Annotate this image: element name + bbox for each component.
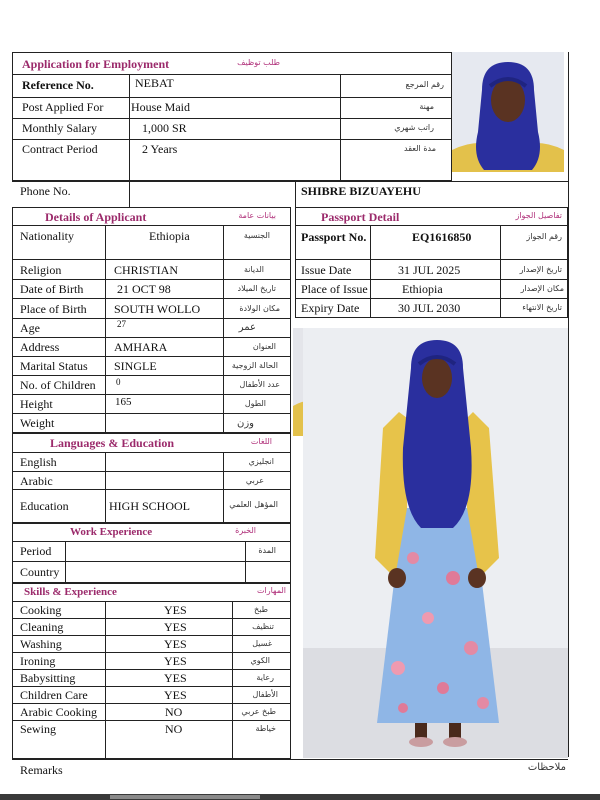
skill-childcare-label: Children Care [20, 688, 88, 702]
contract-value: 2 Years [142, 142, 178, 156]
expiry-date-label: Expiry Date [301, 301, 360, 315]
marital-ar: الحالة الزوجية [231, 361, 278, 370]
skill-arabic-cooking-value: NO [165, 705, 183, 719]
remarks-ar: ملاحظات [527, 762, 566, 773]
reference-ar: رقم المرجع [405, 80, 444, 89]
post-value: House Maid [131, 100, 190, 114]
skill-cleaning-value: YES [164, 620, 187, 634]
passport-no-label: Passport No. [301, 230, 367, 244]
skill-cooking-value: YES [164, 603, 187, 617]
weight-label: Weight [20, 416, 55, 430]
passport-title-ar: تفاصيل الجواز [515, 211, 562, 220]
expiry-date-ar: تاريخ الانتهاء [522, 303, 562, 312]
address-ar: العنوان [252, 342, 276, 351]
skill-sewing-value: NO [165, 722, 183, 736]
children-ar: عدد الأطفال [239, 380, 280, 389]
application-title: Application for Employment [22, 57, 170, 71]
education-label: Education [20, 499, 69, 513]
skill-ironing-label: Ironing [20, 654, 56, 668]
contract-ar: مدة العقد [404, 144, 436, 153]
age-value: 27 [117, 319, 126, 329]
place-issue-value: Ethiopia [402, 282, 443, 296]
issue-date-ar: تاريخ الإصدار [519, 265, 562, 274]
reference-value: NEBAT [135, 76, 174, 90]
education-ar: المؤهل العلمي [229, 500, 278, 509]
languages-title-ar: اللغات [250, 437, 272, 446]
skill-cleaning-ar: تنظيف [252, 622, 274, 631]
skill-washing-ar: غسيل [252, 639, 272, 648]
details-title: Details of Applicant [45, 210, 147, 224]
salary-label: Monthly Salary [22, 121, 97, 135]
salary-ar: راتب شهري [394, 123, 434, 132]
skill-cooking-ar: طبخ [254, 605, 268, 614]
address-value: AMHARA [114, 340, 168, 354]
skill-babysitting-value: YES [164, 671, 187, 685]
children-label: No. of Children [20, 378, 96, 392]
skill-sewing-ar: خياطة [255, 724, 276, 733]
period-label: Period [20, 544, 52, 558]
skill-arabic-cooking-ar: طبخ عربي [241, 707, 276, 716]
skill-washing-value: YES [164, 637, 187, 651]
children-value: 0 [116, 377, 121, 387]
skill-cooking-label: Cooking [20, 603, 62, 617]
age-ar: عمر [238, 322, 256, 333]
country-label: Country [20, 565, 60, 579]
skill-childcare-value: YES [164, 688, 187, 702]
applicant-full-photo [303, 328, 568, 758]
height-value: 165 [115, 396, 132, 408]
english-ar: انجليزي [248, 457, 274, 466]
applicant-headshot [452, 52, 564, 172]
period-ar: المدة [258, 546, 276, 555]
expiry-date-value: 30 JUL 2030 [398, 301, 461, 315]
skill-ironing-ar: الكوي [250, 656, 270, 665]
contract-label: Contract Period [22, 142, 98, 156]
skill-ironing-value: YES [164, 654, 187, 668]
skill-sewing-label: Sewing [20, 722, 56, 736]
remarks-label: Remarks [20, 763, 63, 777]
nationality-label: Nationality [20, 229, 74, 243]
skill-washing-label: Washing [20, 637, 62, 651]
salary-value: 1,000 SR [142, 121, 187, 135]
work-title-ar: الخبرة [235, 526, 256, 535]
skill-arabic-cooking-label: Arabic Cooking [20, 705, 97, 719]
pob-label: Place of Birth [20, 302, 87, 316]
issue-date-label: Issue Date [301, 263, 352, 277]
dob-ar: تاريخ الميلاد [237, 284, 276, 293]
religion-value: CHRISTIAN [114, 263, 179, 277]
religion-label: Religion [20, 263, 62, 277]
phone-row [12, 181, 568, 207]
work-title: Work Experience [70, 526, 153, 538]
marital-value: SINGLE [114, 359, 157, 373]
remarks-row [12, 759, 568, 783]
passport-title: Passport Detail [321, 210, 400, 224]
english-label: English [20, 455, 57, 469]
age-label: Age [20, 321, 40, 335]
arabic-label: Arabic [20, 474, 53, 488]
skill-childcare-ar: الأطفال [252, 690, 278, 699]
header-table [12, 52, 452, 181]
details-title-ar: بيانات عامة [238, 211, 276, 220]
height-ar: الطول [244, 399, 266, 408]
pob-ar: مكان الولادة [239, 304, 280, 313]
marital-label: Marital Status [20, 359, 88, 373]
dob-value: 21 OCT 98 [117, 282, 171, 296]
scrollbar-thumb[interactable] [110, 795, 260, 799]
skills-title: Skills & Experience [24, 586, 117, 598]
place-issue-ar: مكان الإصدار [520, 284, 564, 293]
languages-title: Languages & Education [50, 436, 175, 450]
skill-babysitting-label: Babysitting [20, 671, 76, 685]
bottom-bar [0, 794, 600, 800]
application-title-ar: طلب توظيف [237, 58, 280, 67]
phone-label: Phone No. [20, 184, 71, 198]
passport-no-value: EQ1616850 [412, 230, 472, 244]
skills-title-ar: المهارات [256, 586, 286, 595]
place-issue-label: Place of Issue [301, 282, 368, 296]
address-label: Address [20, 340, 60, 354]
height-label: Height [20, 397, 53, 411]
applicant-name: SHIBRE BIZUAYEHU [301, 184, 421, 198]
reference-label: Reference No. [22, 78, 94, 92]
weight-ar: وزن [236, 418, 254, 429]
arabic-ar: عربي [245, 476, 264, 485]
skill-cleaning-label: Cleaning [20, 620, 64, 634]
post-ar: مهنة [419, 102, 434, 111]
post-label: Post Applied For [22, 100, 104, 114]
dob-label: Date of Birth [20, 282, 84, 296]
passport-no-ar: رقم الجواز [526, 232, 562, 241]
education-value: HIGH SCHOOL [109, 499, 190, 513]
religion-ar: الديانة [243, 265, 264, 274]
nationality-ar: الجنسية [243, 231, 270, 240]
skill-babysitting-ar: رعاية [256, 673, 274, 682]
nationality-value: Ethiopia [149, 229, 190, 243]
pob-value: SOUTH WOLLO [114, 302, 201, 316]
issue-date-value: 31 JUL 2025 [398, 263, 461, 277]
